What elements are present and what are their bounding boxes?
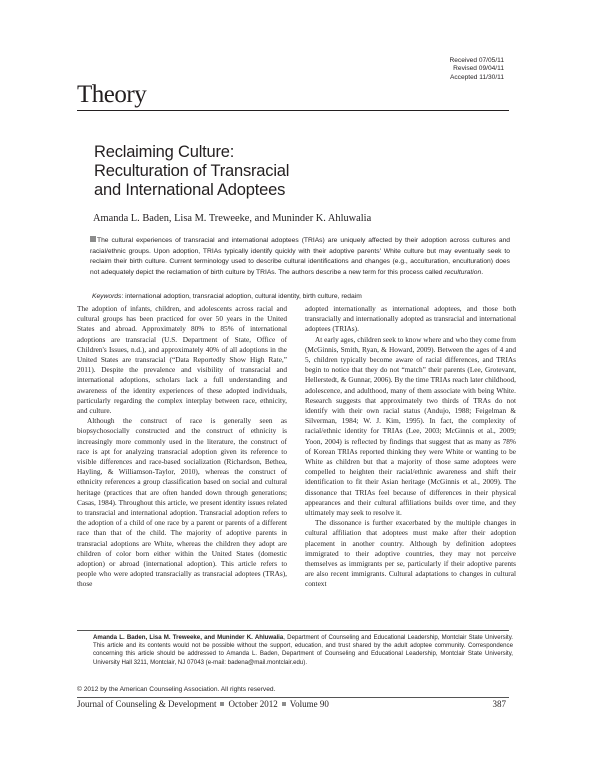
abstract-text: The cultural experiences of transracial and international adoptees (TRIAs) are uniquely affected by their adoption across cultures and racial/ethnic groups. Upon adoption, TRIAs typically identify quickly with their adoptive parents' White culture but may eventually seek to reclaim their birth culture. Current terminology used to describe cultural identifications and changes (e.g., acculturation, enculturation) does not adequately depict the reclamation of birth culture by TRIAs. The authors describe a new term for this process called: [90, 237, 510, 276]
volume: Volume 90: [289, 699, 329, 709]
footnote-authors: Amanda L. Baden, Lisa M. Treweeke, and Muninder K. Ahluwalia: [93, 634, 284, 641]
title-line: and International Adoptees: [94, 181, 286, 199]
left-column: [77, 304, 287, 590]
issue-date: October 2012: [228, 699, 278, 709]
footnote-divider: [77, 630, 509, 631]
footer-divider: [77, 697, 509, 698]
body-paragraph: Although the construct of race is generally seen as biopsychosocially constructed and the construct of ethnicity is increasingly more commonly used in the literature, the construct of race is apt for analyzing transracial adoption given its reference to visible differences and race-based socialization (Richardson, Bethea, Hayling, & Williamson-Taylor, 2010), whereas the construct of ethnicity references a group classification based on social and cultural heritage (practices that are often handed down through generations; Casas, 1984). Throughout this article, we present identity issues related to transracial and international adoption. Transracial adoption refers to the adoption of a child of one race by a parent or parents of a different race than that of the child. The majority of adoptive parents in transracial adoptions are White, whereas the children they adopt are children of color born either within the United States (domestic adoption) or abroad (international adoption). This article refers to people who were adopted transracially as transracial adoptees (TRAs), those: [77, 416, 287, 589]
journal-name: Journal of Counseling & Development: [77, 699, 217, 709]
body-paragraph: The dissonance is further exacerbated by the multiple changes in cultural affiliation that adoptees must make after their adoption placement in another country. Although by definition adoptees immigrated to their adoptive countries, they may not perceive themselves as immigrants per se, particularly if their adoptive parents are also recent immigrants. Cultural adaptations to changes in cultural context: [305, 518, 516, 589]
title-line: Reculturation of Transracial: [94, 162, 290, 180]
keywords: [92, 293, 512, 300]
keywords-list: : international adoption, transracial adoption, cultural identity, birth culture, redaim: [121, 293, 362, 300]
abstract: [90, 236, 510, 278]
page-number: 387: [492, 699, 506, 709]
revised-date: Revised 09/04/11: [453, 65, 504, 73]
author-list: Amanda L. Baden, Lisa M. Treweeke, and Muninder K. Ahluwalia: [93, 213, 372, 224]
section-divider: [77, 110, 509, 111]
copyright-notice: © 2012 by the American Counseling Association. All rights reserved.: [77, 686, 276, 693]
body-paragraph: The adoption of infants, children, and adolescents across racial and cultural groups has been practiced for over 50 years in the United States and abroad. Approximately 80% to 85% of international adoptions are transracial (U.S. Department of State, Office of Children's Issues, n.d.), and approximately 40% of all adoptions in the United States are transracial (“Data Reportedly Show High Rate,” 2011). Despite the prevalence and visibility of transracial and international adoptions, scholars lack a full understanding and awareness of the identity experiences of these adopted individuals, particularly regarding the complex interplay between race, ethnicity, and culture.: [77, 304, 287, 416]
separator-icon: [282, 702, 286, 706]
keywords-label: Keywords: [92, 293, 122, 300]
abstract-end: .: [481, 268, 484, 276]
body-paragraph: At early ages, children seek to know where and who they come from (McGinnis, Smith, Ryan, & Howard, 2009). Between the ages of 4 and 5, children typically become aware of racial differences, and TRIAs begin to notice that they do not “match” their parents (Lee, Grotevant, Hellerstedt, & Gunnar, 2006). By the time TRIAs reach later childhood, adolescence, and adulthood, many of them associate with being White. Research suggests that approximately two thirds of TRAs do not identify with their own racial status (Andujo, 1988; Feigelman & Silverman, 1984; W. J. Kim, 1995). In fact, the complexity of racial/ethnic identity for TRIAs (Lee, 2003; McGinnis et al., 2009; Yoon, 2004) is reflected by findings that suggest that as many as 78% of Korean TRIAs reported thinking they were White or wanting to be White as children but that a majority of those same adoptees were compelled to heighten their racial/ethnic awareness and shift their identification to fit their Asian heritage (McGinnis et al., 2009). The dissonance that TRIAs feel because of differences in their physical appearances and their cultural affiliations builds over time, and they ultimately may seek to resolve it.: [305, 334, 516, 518]
body-paragraph: adopted internationally as international adoptees, and those both transracially and internationally adopted as transracial and international adoptees (TRIAs).: [305, 304, 516, 334]
abstract-marker-icon: [90, 236, 96, 242]
author-footnote: [93, 634, 513, 667]
separator-icon: [220, 702, 224, 706]
title-line: Reclaiming Culture:: [94, 143, 235, 161]
right-column: [305, 304, 516, 590]
accepted-date: Accepted 11/30/11: [449, 73, 504, 81]
journal-footer: [77, 699, 329, 709]
section-heading: Theory: [77, 81, 147, 108]
article-title: [94, 143, 414, 200]
abstract-term: reculturation: [444, 268, 482, 276]
received-date: Received 07/05/11: [449, 57, 504, 64]
footnote-text: , Department of Counseling and Educational Leadership, Montclair State University. This article and its contents would not be possible without the support, education, and trust shared by the adult adoptee community. Correspondence concerning this article should be addressed to Amanda L. Baden, Department of Counseling and Educational Leadership, Montclair State University, University Hall 3211, Montclair, NJ 07043 (e-mail: badena@mail.montclair.edu).: [93, 634, 513, 666]
manuscript-dates: [450, 57, 505, 82]
